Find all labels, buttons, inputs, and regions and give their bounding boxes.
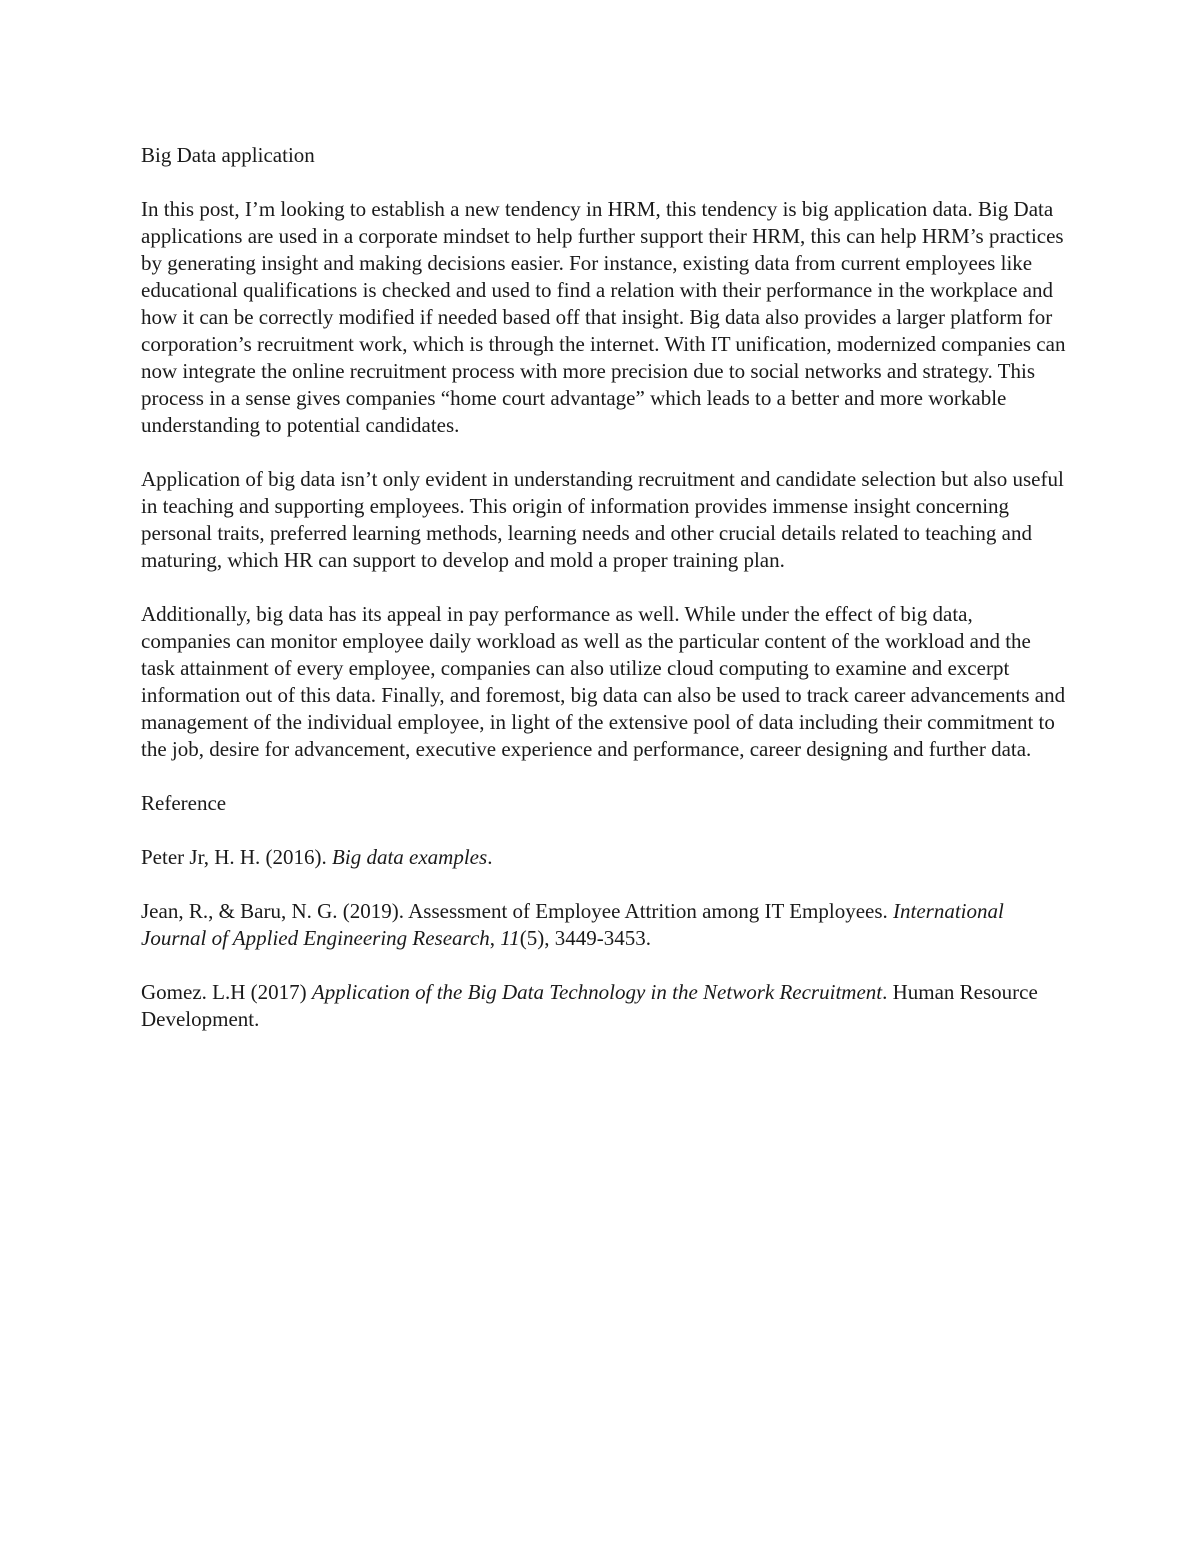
reference-item-peter: [141, 844, 1066, 871]
reference-author-date: Peter Jr, H. H. (2016).: [141, 845, 333, 869]
paragraph-intro: In this post, I’m looking to establish a new tendency in HRM, this tendency is big application data. Big Data applications are used in a corporate mindset to help further support their HRM, this can help HRM’s practices by generating insight and making decisions easier. For instance, existing data from current employees like educational qualifications is checked and used to find a relation with their performance in the workplace and how it can be correctly modified if needed based off that insight. Big data also provides a larger platform for corporation’s recruitment work, which is through the internet. With IT unification, modernized companies can now integrate the online recruitment process with more precision due to social networks and strategy. This process in a sense gives companies “home court advantage” which leads to a better and more workable understanding to potential candidates.: [141, 197, 1066, 437]
paragraph-pay-performance: Additionally, big data has its appeal in pay performance as well. While under the effect of big data, companies can monitor employee daily workload as well as the particular content of the workload and the task attainment of every employee, companies can also utilize cloud computing to examine and excerpt information out of this data. Finally, and foremost, big data can also be used to track career advancements and management of the individual employee, in light of the extensive pool of data including their commitment to the job, desire for advancement, executive experience and performance, career designing and further data.: [141, 602, 1066, 761]
reference-author-date: Gomez. L.H (2017): [141, 980, 312, 1004]
reference-title: Big data examples: [332, 845, 488, 869]
document-title: Big Data application: [141, 143, 315, 167]
reference-journal: International Journal of Applied Engineering Research: [141, 899, 1004, 950]
reference-item-gomez: [141, 979, 1066, 1033]
reference-volume: 11: [500, 926, 520, 950]
paragraph-training: Application of big data isn’t only evident in understanding recruitment and candidate selection but also useful in teaching and supporting employees. This origin of information provides immense insight concerning personal traits, preferred learning methods, learning needs and other crucial details related to teaching and maturing, which HR can support to develop and mold a proper training plan.: [141, 467, 1064, 572]
reference-separator: ,: [489, 926, 501, 950]
reference-issue-pages: (5), 3449-3453.: [519, 926, 651, 950]
document-body: [141, 142, 1066, 1060]
reference-suffix: .: [487, 845, 493, 869]
reference-item-jean: [141, 898, 1066, 952]
reference-title: Application of the Big Data Technology in the Network Recruitment: [311, 980, 883, 1004]
reference-author-title: Jean, R., & Baru, N. G. (2019). Assessment of Employee Attrition among IT Employees.: [141, 899, 894, 923]
reference-suffix: . Human Resource Development.: [141, 980, 1038, 1031]
reference-heading: Reference: [141, 791, 227, 815]
